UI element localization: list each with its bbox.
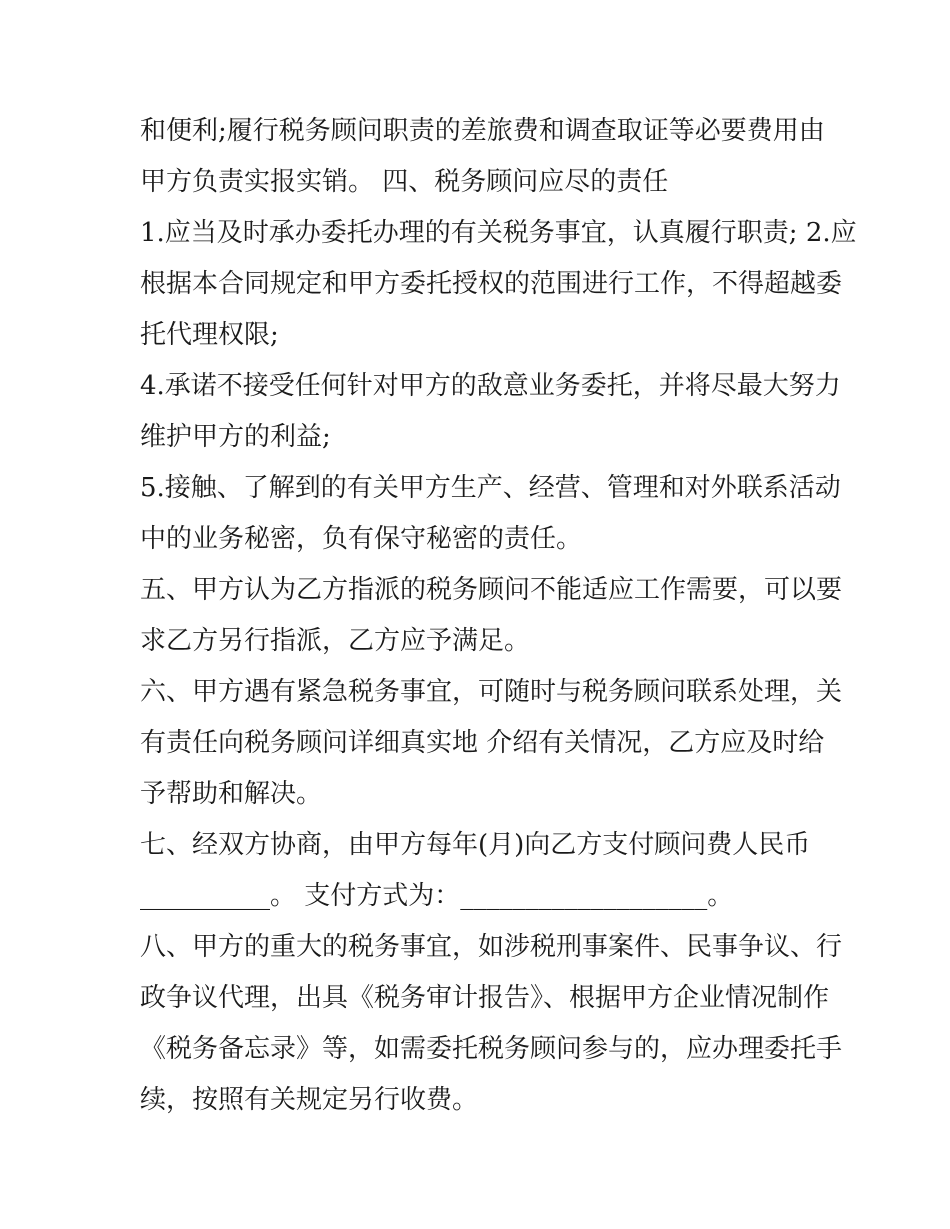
document-body [140, 106, 857, 1126]
text-line: 和便利;履行税务顾问职责的差旅费和调查取证等必要费用由 [140, 116, 825, 146]
text-line: 续，按照有关规定另行收费。 [140, 1085, 479, 1115]
text-line: 八、甲方的重大的税务事宜，如涉税刑事案件、民事争议、行 [140, 932, 843, 962]
text-line: 4.承诺不接受任何针对甲方的敌意业务委托，并将尽最大努力 [140, 371, 841, 401]
text-line: 有责任向税务顾问详细真实地 介绍有关情况，乙方应及时给 [140, 728, 825, 758]
text-line: 中的业务秘密，负有保守秘密的责任。 [140, 524, 583, 554]
text-line: 托代理权限; [140, 320, 279, 350]
text-line: 维护甲方的利益; [140, 422, 331, 452]
text-line: 予帮助和解决。 [140, 779, 323, 809]
text-line: 政争议代理，出具《税务审计报告》、根据甲方企业情况制作 [140, 983, 830, 1013]
text-line: 1.应当及时承办委托办理的有关税务事宜，认真履行职责; 2.应 [140, 218, 857, 248]
text-line: 六、甲方遇有紧急税务事宜，可随时与税务顾问联系处理，关 [140, 677, 843, 707]
text-line: 求乙方另行指派，乙方应予满足。 [140, 626, 531, 656]
text-line: 5.接触、了解到的有关甲方生产、经营、管理和对外联系活动 [140, 473, 841, 503]
text-line: 《税务备忘录》等，如需委托税务顾问参与的，应办理委托手 [140, 1034, 843, 1064]
text-line: __________。 支付方式为：___________________。 [140, 881, 734, 911]
text-line: 甲方负责实报实销。 四、税务顾问应尽的责任 [140, 167, 669, 197]
text-line: 七、经双方协商，由甲方每年(月)向乙方支付顾问费人民币 [140, 830, 811, 860]
text-line: 五、甲方认为乙方指派的税务顾问不能适应工作需要，可以要 [140, 575, 843, 605]
text-line: 根据本合同规定和甲方委托授权的范围进行工作，不得超越委 [140, 269, 843, 299]
